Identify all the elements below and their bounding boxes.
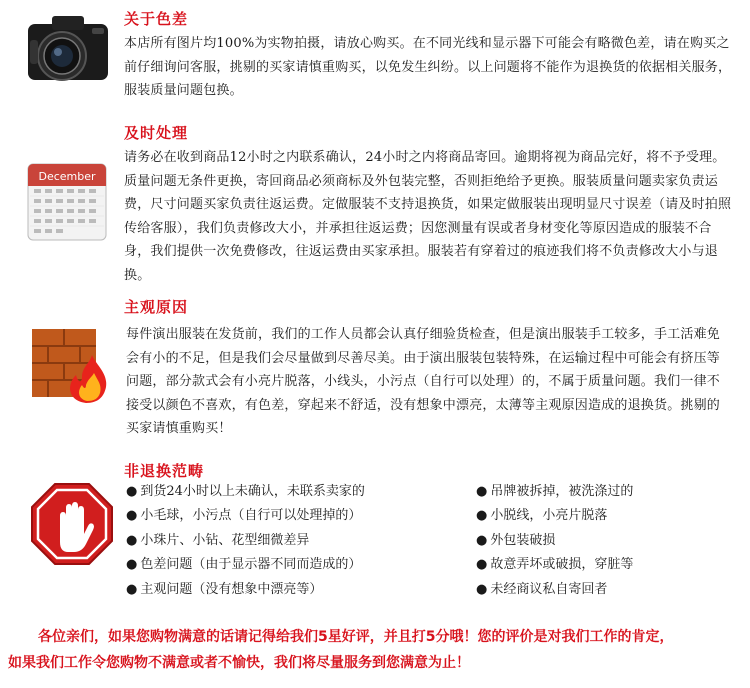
list-item: ● 小毛球，小污点（自行可以处理掉的） — [126, 504, 365, 528]
list-item: ● 未经商议私自寄回者 — [476, 578, 633, 602]
non-return-list-right — [476, 480, 633, 602]
footer-message — [0, 624, 750, 676]
camera-icon — [22, 10, 114, 90]
list-item: ● 色差问题（由于显示器不同而造成的） — [126, 553, 365, 577]
stop-hand-icon — [30, 482, 114, 566]
list-item: ● 故意弄坏或破损，穿脏等 — [476, 553, 633, 577]
footer-line-2: 如果我们工作令您购物不满意或者不愉快，我们将尽量服务到您满意为止！ — [8, 655, 470, 671]
list-item: ● 吊牌被拆掉，被洗涤过的 — [476, 480, 633, 504]
section-title-non-return-scope: 非退换范畴 — [124, 462, 205, 480]
list-item: ● 到货24小时以上未确认，未联系卖家的 — [126, 480, 365, 504]
non-return-list-left — [126, 480, 365, 602]
section-title-timely-handling: 及时处理 — [124, 124, 189, 142]
list-item: ● 主观问题（没有想象中漂亮等） — [126, 578, 365, 602]
section-title-subjective-reasons: 主观原因 — [124, 298, 189, 316]
list-item: ● 小珠片、小钻、花型细微差异 — [126, 529, 365, 553]
firewall-icon — [28, 325, 110, 405]
list-item: ● 外包装破损 — [476, 529, 633, 553]
footer-line-1: 各位亲们，如果您购物满意的话请记得给我们5星好评，并且打5分哦！您的评价是对我们工作的肯定， — [38, 629, 674, 645]
calendar-icon — [26, 158, 108, 242]
calendar-month-label: December — [38, 170, 96, 183]
section-title-color-difference: 关于色差 — [124, 10, 189, 28]
section-body-subjective-reasons: 每件演出服装在发货前，我们的工作人员都会认真仔细验货检查，但是演出服装手工较多，手工活难免会有小的不足，但是我们会尽量做到尽善尽美。由于演出服装包装特殊，在运输过程中可能会有挤压等问题，部分款式会有小亮片脱落，小线头，小污点（自行可以处理）的，不属于质量问题。我们一律不接受以颜色不喜欢，有色差，穿起来不舒适，没有想象中漂亮，太薄等主观原因造成的退换货。挑剔的买家请慎重购买！ — [126, 327, 721, 437]
section-body-color-difference: 本店所有图片均100%为实物拍摄，请放心购买。在不同光线和显示器下可能会有略微色差，请在购买之前仔细询问客服，挑剔的买家请慎重购买，以免发生纠纷。以上问题将不能作为退换货的依据相关服务，服装质量问题包换。 — [124, 36, 732, 99]
list-item: ● 小脱线，小亮片脱落 — [476, 504, 633, 528]
section-body-timely-handling: 请务必在收到商品12小时之内联系确认，24小时之内将商品寄回。逾期将视为商品完好，将不予受理。质量问题无条件更换，寄回商品必须商标及外包装完整，否则拒绝给予更换。服装质量问题卖家负责运费，尺寸问题买家负责往返运费。定做服装不支持退换货，如果定做服装出现明显尺寸误差（请及时拍照传给客服），我们负责修改大小，并承担往返运费；因您测量有误或者身材变化等原因造成的服装不合身，我们提供一次免费修改，往返运费由买家承担。服装若有穿着过的痕迹我们将不负责修改大小与退换。 — [124, 150, 732, 283]
